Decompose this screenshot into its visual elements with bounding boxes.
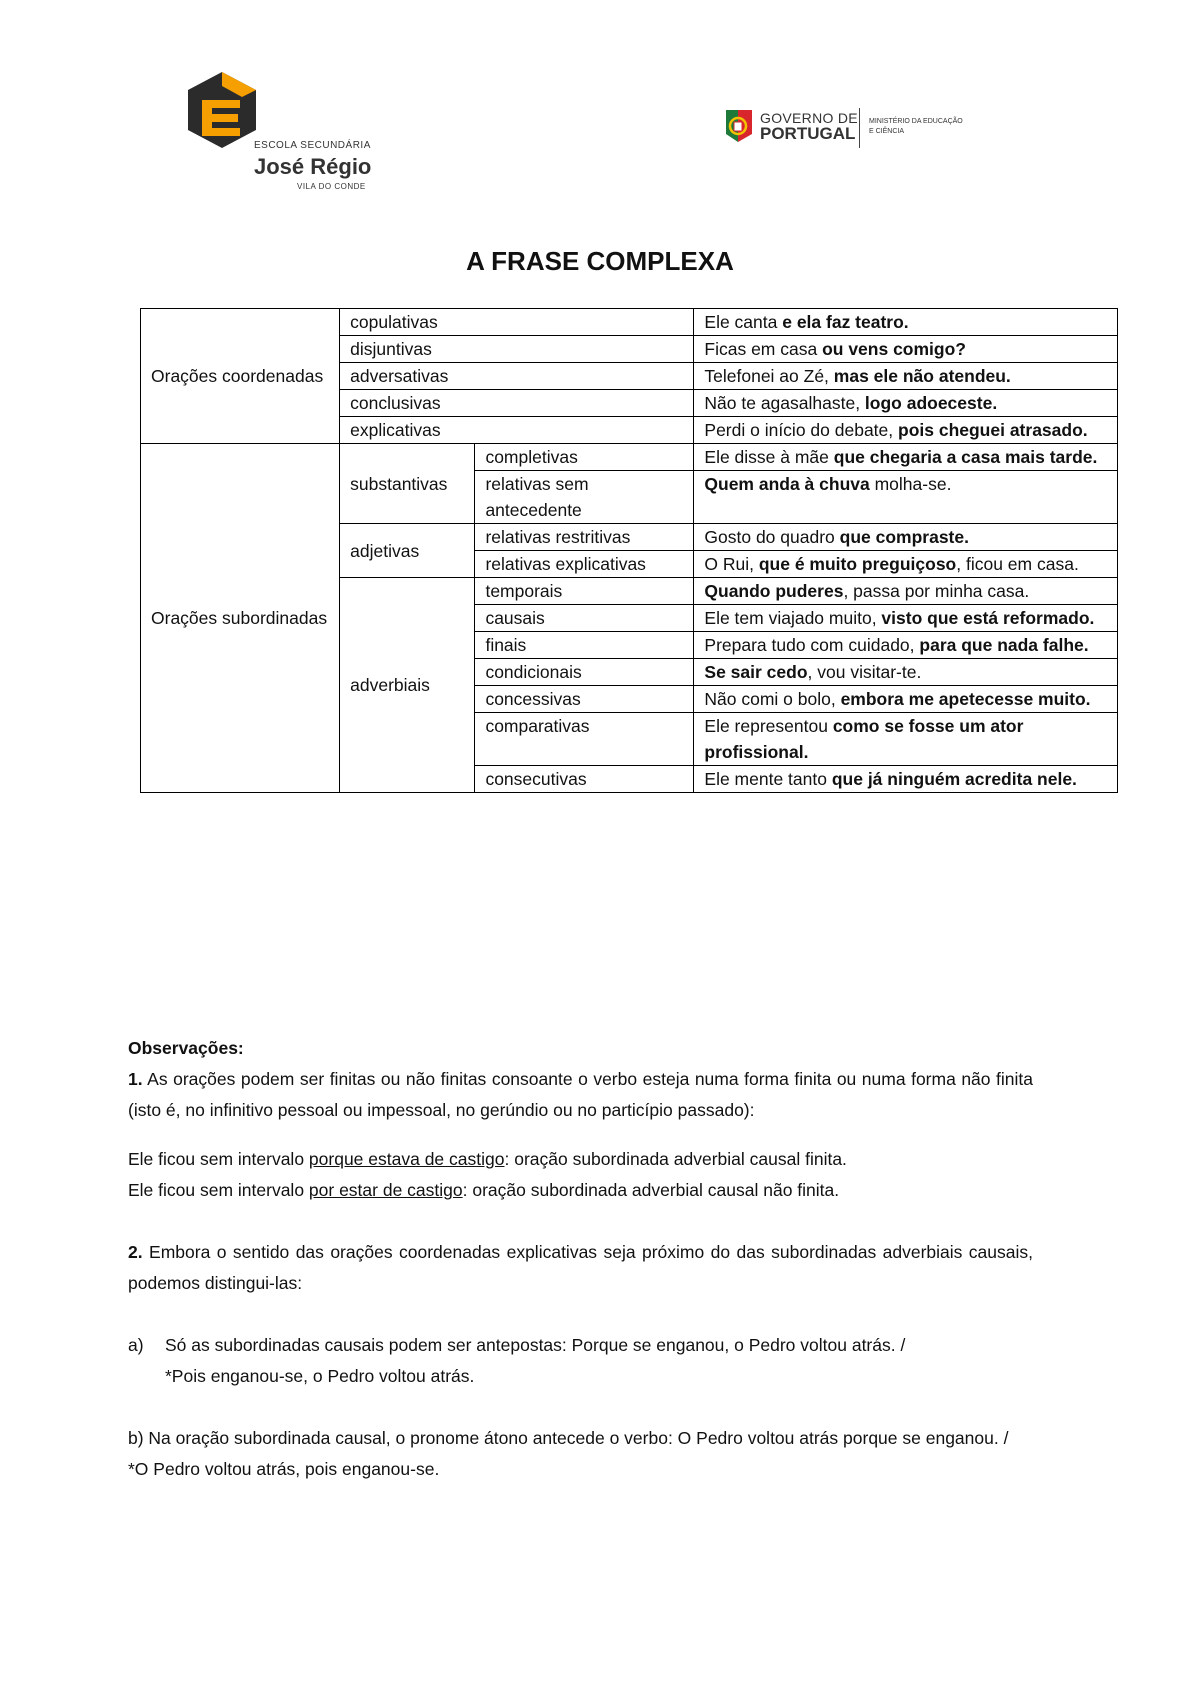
example-cell	[694, 551, 1118, 578]
clause-type: explicativas	[340, 417, 694, 444]
example-plain: Ele canta	[704, 312, 783, 332]
clause-type: comparativas	[475, 713, 694, 766]
example-cell	[694, 309, 1118, 336]
clause-type: consecutivas	[475, 766, 694, 793]
example-bold: que chegaria a casa mais tarde.	[833, 447, 1098, 467]
note-text: As orações podem ser finitas ou não finitas consoante o verbo esteja numa forma finita ou numa forma não finita (isto é, no infinitivo pessoal ou impessoal, no gerúndio ou no particípio passado):	[128, 1069, 1033, 1120]
clause-type: relativas explicativas	[475, 551, 694, 578]
group-label: adverbiais	[340, 578, 475, 793]
example-cell	[694, 605, 1118, 632]
example-bold: Se sair cedo	[704, 662, 808, 682]
example-plain: Não te agasalhaste,	[704, 393, 865, 413]
example-line	[128, 1175, 1033, 1206]
note-2	[128, 1237, 1033, 1299]
clause-type: completivas	[475, 444, 694, 471]
example-plain: Não comi o bolo,	[704, 689, 841, 709]
note-text: Só as subordinadas causais podem ser antepostas: Porque se enganou, o Pedro voltou atrás. /	[165, 1335, 906, 1355]
example-bold: embora me apetecesse muito.	[840, 689, 1091, 709]
clause-type: causais	[475, 605, 694, 632]
table-row	[141, 444, 1118, 471]
example-cell	[694, 766, 1118, 793]
school-logo	[182, 70, 382, 195]
notes-heading: Observações:	[128, 1038, 244, 1058]
example-text: : oração subordinada adverbial causal não finita.	[462, 1180, 840, 1200]
example-bold: para que nada falhe.	[919, 635, 1089, 655]
clause-type: concessivas	[475, 686, 694, 713]
clause-type: adversativas	[340, 363, 694, 390]
example-text: : oração subordinada adverbial causal finita.	[504, 1149, 847, 1169]
ministry-line2: E CIÊNCIA	[869, 128, 905, 135]
example-plain: Gosto do quadro	[704, 527, 840, 547]
example-bold: logo adoeceste.	[864, 393, 998, 413]
sub-label-cell	[141, 444, 340, 793]
example-plain: O Rui,	[704, 554, 759, 574]
clause-type: copulativas	[340, 309, 694, 336]
example-underlined: por estar de castigo	[308, 1180, 463, 1200]
example-underlined: porque estava de castigo	[308, 1149, 505, 1169]
example-cell	[694, 524, 1118, 551]
example-plain: Ele representou	[704, 716, 833, 736]
example-bold: pois cheguei atrasado.	[898, 420, 1088, 440]
example-plain: Prepara tudo com cuidado,	[704, 635, 920, 655]
sub-label: Orações subordinadas	[151, 608, 328, 628]
example-cell	[694, 632, 1118, 659]
example-bold: que é muito preguiçoso	[758, 554, 957, 574]
example-plain: , ficou em casa.	[956, 554, 1079, 574]
portugal-emblem-icon	[722, 106, 756, 146]
example-cell	[694, 417, 1118, 444]
example-plain: molha-se.	[869, 474, 952, 494]
clause-type: relativas restritivas	[475, 524, 694, 551]
gov-logo-divider	[859, 108, 860, 148]
gov-logo-line1: GOVERNO DE	[760, 110, 858, 126]
page-title: A FRASE COMPLEXA	[466, 246, 734, 276]
school-emblem-icon	[182, 70, 262, 150]
example-cell	[694, 686, 1118, 713]
example-plain: Ele tem viajado muito,	[704, 608, 882, 628]
note-2b: b) Na oração subordinada causal, o pronome átono antecede o verbo: O Pedro voltou atrás porque se enganou. / *O Pedro voltou atrás, pois enganou-se.	[128, 1428, 1009, 1479]
example-bold: que compraste.	[839, 527, 969, 547]
example-cell	[694, 336, 1118, 363]
note-text: Embora o sentido das orações coordenadas explicativas seja próximo do das subordinadas adverbiais causais, podemos distingui-las:	[128, 1242, 1033, 1293]
school-logo-name: José Régio	[254, 154, 372, 179]
example-plain: Ficas em casa	[704, 339, 823, 359]
example-text: Ele ficou sem intervalo	[128, 1149, 309, 1169]
coord-label: Orações coordenadas	[151, 366, 324, 386]
example-bold: que já ninguém acredita nele.	[831, 769, 1077, 789]
gov-logo-line2: PORTUGAL	[760, 124, 856, 143]
example-bold: mas ele não atendeu.	[833, 366, 1011, 386]
note-1	[128, 1064, 1033, 1126]
note-2a-cont: *Pois enganou-se, o Pedro voltou atrás.	[165, 1366, 475, 1386]
notes-section	[128, 1033, 1033, 1485]
example-plain: , passa por minha casa.	[843, 581, 1030, 601]
clause-type: disjuntivas	[340, 336, 694, 363]
example-bold: e ela faz teatro.	[782, 312, 909, 332]
example-bold: ou vens comigo?	[822, 339, 966, 359]
group-label: adjetivas	[340, 524, 475, 578]
group-label: substantivas	[340, 444, 475, 524]
clause-type: finais	[475, 632, 694, 659]
list-label: a)	[128, 1335, 144, 1355]
example-cell	[694, 659, 1118, 686]
note-number: 2.	[128, 1242, 143, 1262]
clause-type: conclusivas	[340, 390, 694, 417]
example-bold: Quando puderes	[704, 581, 844, 601]
example-plain: Perdi o início do debate,	[704, 420, 898, 440]
example-bold: Quem anda à chuva	[704, 474, 870, 494]
example-plain: Ele disse à mãe	[704, 447, 834, 467]
example-cell	[694, 444, 1118, 471]
government-logo	[722, 106, 982, 150]
example-text: Ele ficou sem intervalo	[128, 1180, 309, 1200]
school-logo-line1: ESCOLA SECUNDÁRIA	[254, 140, 371, 151]
example-cell	[694, 578, 1118, 605]
example-cell	[694, 363, 1118, 390]
school-logo-city: VILA DO CONDE	[297, 182, 366, 191]
ministry-line1: MINISTÉRIO DA EDUCAÇÃO	[869, 118, 963, 125]
table-row	[141, 309, 1118, 336]
example-bold: como se fosse um ator profissional.	[704, 716, 1024, 762]
note-number: 1.	[128, 1069, 143, 1089]
example-cell	[694, 390, 1118, 417]
note-2a	[128, 1330, 1033, 1361]
example-cell	[694, 713, 1118, 766]
example-bold: visto que está reformado.	[881, 608, 1095, 628]
coord-label-cell	[141, 309, 340, 444]
clause-type: condicionais	[475, 659, 694, 686]
clause-type: temporais	[475, 578, 694, 605]
example-cell	[694, 471, 1118, 524]
example-plain: , vou visitar-te.	[807, 662, 922, 682]
example-plain: Ele mente tanto	[704, 769, 832, 789]
clause-type: relativas sem antecedente	[475, 471, 694, 524]
example-plain: Telefonei ao Zé,	[704, 366, 834, 386]
grammar-table	[140, 308, 1118, 793]
example-line	[128, 1144, 1033, 1175]
